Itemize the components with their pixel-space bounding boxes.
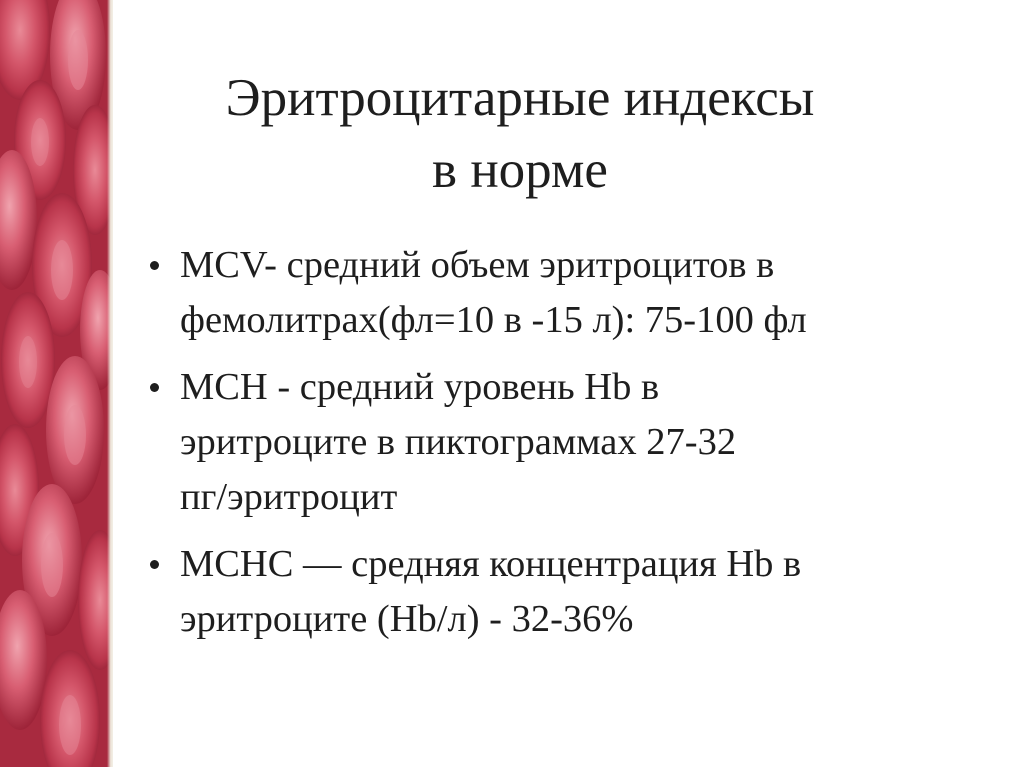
slide-title [130, 62, 910, 206]
bullet-line: пг/эритроцит [180, 476, 398, 518]
slide-title-line: в норме [432, 141, 608, 199]
bullet-list [150, 238, 980, 659]
red-blood-cells-image [0, 0, 111, 767]
bullet-dot-icon [150, 261, 159, 270]
bullet-line: MCHC — средняя концентрация Hb в [180, 543, 802, 585]
strip-edge-divider [107, 0, 113, 767]
bullet-line: эритроците (Hb/л) - 32-36% [180, 598, 634, 640]
bullet-line: MCV- средний объем эритроцитов в [180, 244, 775, 286]
bullet-item-mchc [150, 537, 980, 647]
bullet-item-mcv [150, 238, 980, 348]
bullet-dot-icon [150, 383, 159, 392]
bullet-dot-icon [150, 560, 159, 569]
bullet-item-mch [150, 360, 980, 525]
slide-title-line: Эритроцитарные индексы [225, 69, 815, 127]
bullet-line: эритроците в пиктограммах 27-32 [180, 421, 737, 463]
bullet-line: фемолитрах(фл=10 в -15 л): 75-100 фл [180, 299, 807, 341]
bullet-line: MCH - средний уровень Hb в [180, 366, 660, 408]
